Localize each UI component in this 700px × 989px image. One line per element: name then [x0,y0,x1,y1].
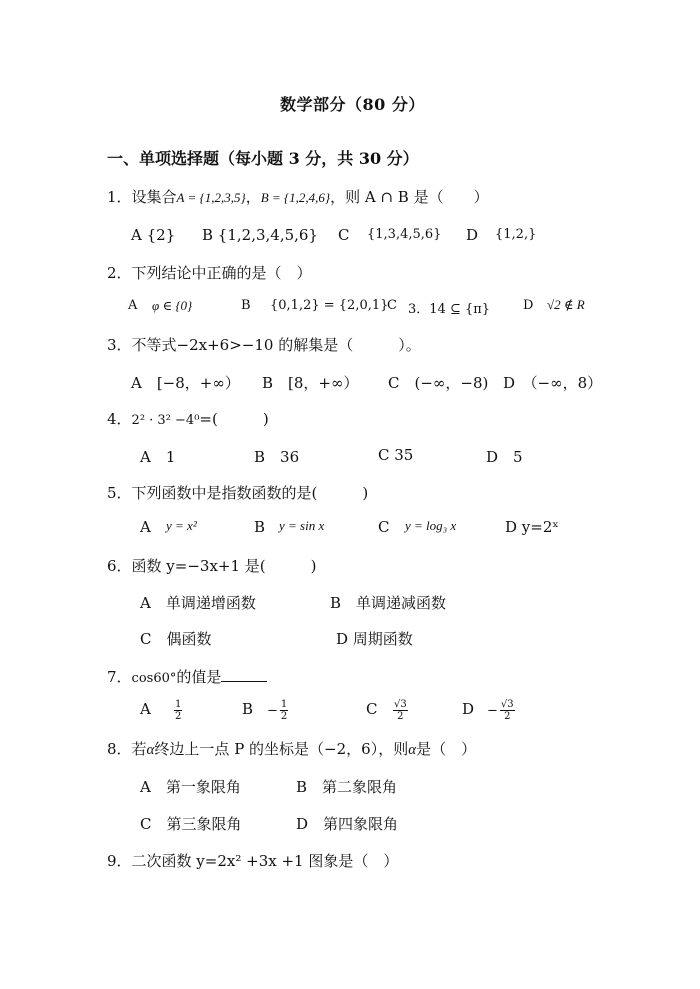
question-3-option-a: A [−8，+∞） [131,374,240,392]
question-1-option-a: A {2} [131,226,176,244]
question-1-option-b: B {1,2,3,4,5,6} [202,226,318,244]
question-5-stem: 5．下列函数中是指数函数的是( ) [107,484,369,502]
question-8-stem: 8．若α终边上一点 P 的坐标是（−2，6），则α是（ ） [107,740,477,758]
question-5-option-b: y = sin x [279,518,325,533]
question-4-option-c: C 35 [378,446,414,464]
question-6-option-c: C 偶函数 [140,630,212,648]
question-3-option-c: C (−∞，−8) [388,374,489,392]
question-6-stem: 6．函数 y=−3x+1 是( ) [107,557,317,575]
question-2-stem: 2．下列结论中正确的是（ ） [107,264,312,282]
question-3-option-d: D （−∞，8） [503,374,603,392]
question-7-option-d-label: D [462,700,475,718]
question-8-option-c: C 第三象限角 [140,815,242,833]
question-7-option-a-label: A [140,700,151,718]
section-heading: 一、单项选择题（每小题 3 分，共 30 分） [107,149,419,168]
question-7-option-a: $\frac{1}{2}$ [175,699,182,722]
question-3-option-b: B [8，+∞） [262,374,359,392]
question-4-option-a: A 1 [140,448,176,466]
question-5-option-c: y = log₃ x [405,518,457,533]
question-2-option-d-label: D [523,298,534,313]
question-1-option-d-label: D [466,226,479,244]
question-5-option-a: y = x² [166,518,197,533]
question-1-option-c: {1,3,4,5,6} [367,227,442,242]
question-4-option-d: D 5 [486,448,523,466]
question-5-option-d: D y=2ˣ [505,518,559,536]
question-7-option-b: − $\frac{1}{2}$ [267,699,288,722]
question-7-option-d: − $\frac{√3}{2}$ [487,699,514,722]
question-8-option-b: B 第二象限角 [296,778,398,796]
question-2-option-c: 3．14 ⊆ {π} [408,302,491,317]
question-6-option-b: B 单调递减函数 [330,594,447,612]
question-8-option-d: D 第四象限角 [296,815,399,833]
question-1-option-d: {1,2,} [495,227,537,242]
answer-blank [221,669,267,682]
question-4-option-b: B 36 [254,448,300,466]
question-2-option-b-label: B [241,298,251,313]
question-3-stem: 3．不等式−2x+6>−10 的解集是（ ）。 [107,336,421,354]
question-5-option-a-label: A [140,518,151,536]
question-2-option-d: √2 ∉ R [547,297,585,312]
question-5-option-c-label: C [378,518,390,536]
question-2-option-c-label: C [387,298,397,313]
page-title: 数学部分（80 分） [280,95,425,114]
question-7-option-c: $\frac{√3}{2}$ [394,699,407,722]
question-7-option-b-label: B [242,700,254,718]
question-7-stem: 7．cos60°的值是 [107,666,267,687]
question-4-stem: 4．2² · 3² −4⁰=( ) [107,410,269,428]
question-5-option-b-label: B [254,518,266,536]
question-6-option-d: D 周期函数 [336,630,413,648]
question-9-stem: 9．二次函数 y=2x² +3x +1 图象是（ ） [107,852,399,870]
question-1-option-c-label: C [338,226,350,244]
question-2-option-a: φ ∈ {0} [152,298,193,313]
question-2-option-b: {0,1,2} = {2,0,1} [270,298,389,313]
question-7-option-c-label: C [366,700,378,718]
question-1-stem: 1．设集合A = {1,2,3,5}，B = {1,2,4,6}，则 A ∩ B 是（ ） [107,188,489,206]
question-6-option-a: A 单调递增函数 [140,594,256,612]
question-8-option-a: A 第一象限角 [140,778,241,796]
question-2-option-a-label: A [128,298,138,313]
